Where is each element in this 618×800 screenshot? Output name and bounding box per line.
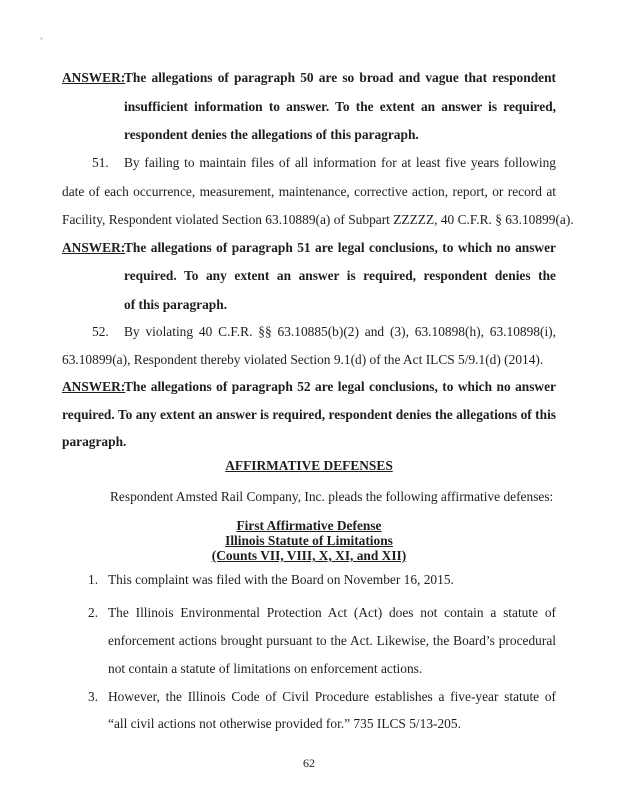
answer-52-line: The allegations of paragraph 52 are legal conclusions, to which no answer	[124, 379, 556, 394]
paragraph-51-line: By failing to maintain files of all information for at least five years following	[124, 155, 556, 170]
answer-52-line: required. To any extent an answer is required, respondent denies the allegations of this	[62, 407, 556, 422]
answer-label: ANSWER:	[62, 70, 126, 85]
paragraph-51-line: Facility, Respondent violated Section 63.10889(a) of Subpart ZZZZZ, 40 C.F.R. § 63.10899(a).	[62, 212, 574, 227]
list-item-line: “all civil actions not otherwise provided for.” 735 ILCS 5/13-205.	[108, 716, 461, 731]
answer-51-line: of this paragraph.	[124, 297, 228, 312]
list-item-line: This complaint was filed with the Board on November 16, 2015.	[108, 572, 454, 587]
scan-speck	[40, 37, 43, 40]
list-number: 2.	[88, 605, 99, 620]
answer-51-line: The allegations of paragraph 51 are legal conclusions, to which no answer	[124, 240, 556, 255]
paragraph-52-line: 63.10899(a), Respondent thereby violated Section 9.1(d) of the Act ILCS 5/9.1(d) (2014).	[62, 352, 544, 367]
paragraph-52-line: By violating 40 C.F.R. §§ 63.10885(b)(2) and (3), 63.10898(h), 63.10898(i),	[124, 324, 556, 339]
answer-label: ANSWER:	[62, 379, 126, 394]
answer-50-line: The allegations of paragraph 50 are so broad and vague that respondent	[124, 70, 556, 85]
paragraph-number: 51.	[92, 155, 109, 170]
answer-label: ANSWER:	[62, 240, 126, 255]
list-item-line: enforcement actions brought pursuant to the Act. Likewise, the Board’s procedural	[108, 633, 556, 648]
list-number: 3.	[88, 689, 99, 704]
answer-50-line: respondent denies the allegations of this paragraph.	[124, 127, 419, 142]
list-item-line: However, the Illinois Code of Civil Procedure establishes a five-year statute of	[108, 689, 556, 704]
list-item-line: not contain a statute of limitations on enforcement actions.	[108, 661, 423, 676]
paragraph-51-line: date of each occurrence, measurement, maintenance, corrective action, report, or record at	[62, 184, 556, 199]
answer-51-line: required. To any extent an answer is required, respondent denies the	[124, 268, 556, 283]
list-item-line: The Illinois Environmental Protection Act (Act) does not contain a statute of	[108, 605, 556, 620]
paragraph-number: 52.	[92, 324, 109, 339]
section-heading: AFFIRMATIVE DEFENSES	[225, 458, 393, 473]
intro-text: Respondent Amsted Rail Company, Inc. pleads the following affirmative defenses:	[110, 489, 554, 504]
answer-50-line: insufficient information to answer. To the extent an answer is required,	[124, 99, 556, 114]
defense-counts: (Counts VII, VIII, X, XI, and XII)	[211, 548, 407, 563]
answer-52-line: paragraph.	[62, 434, 127, 449]
defense-subtitle: Illinois Statute of Limitations	[225, 533, 393, 548]
page-number: 62	[303, 756, 315, 770]
list-number: 1.	[88, 572, 99, 587]
defense-title: First Affirmative Defense	[236, 518, 382, 533]
